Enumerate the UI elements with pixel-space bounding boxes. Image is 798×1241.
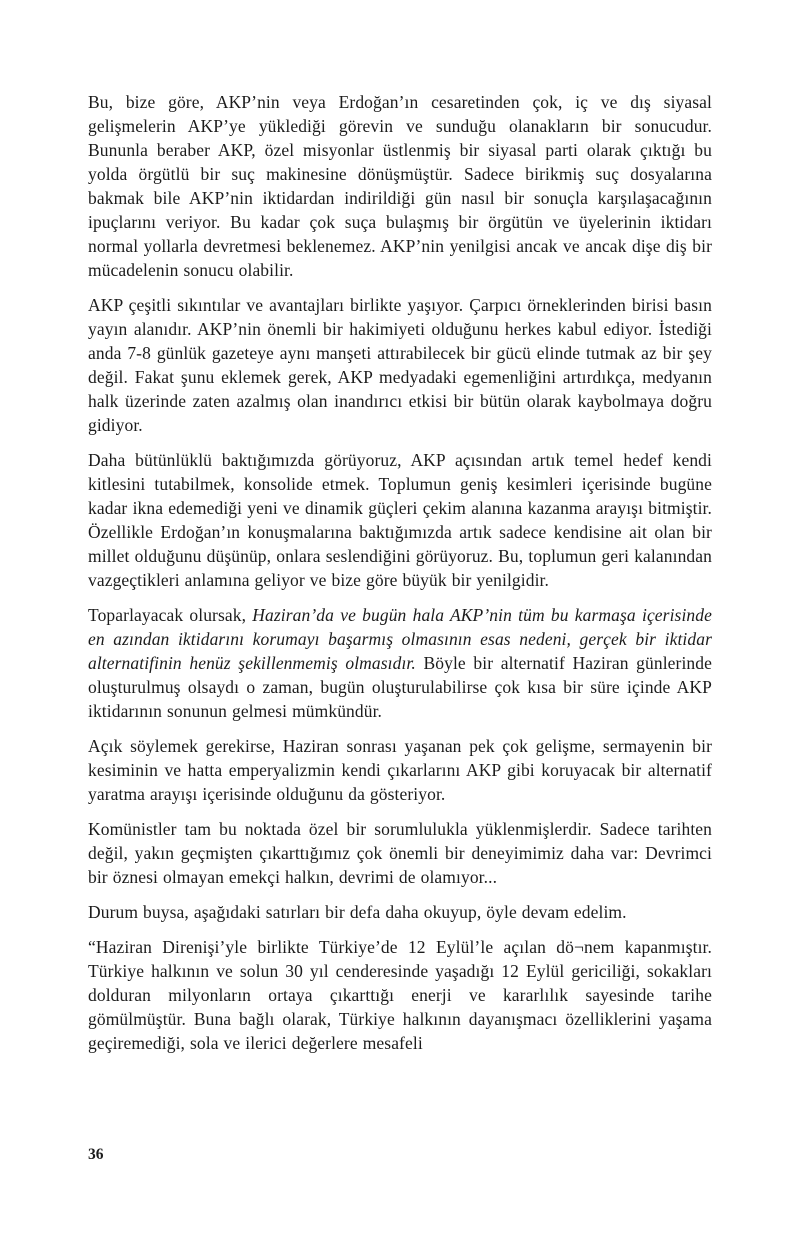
text-run: Açık söylemek gerekirse, Haziran sonrası yaşanan pek çok gelişme, sermayenin bir kesiminin ve hatta emperyalizmin kendi çıkarlarını AKP gibi koruyacak bir alternatif yaratma arayışı içerisinde olduğunu da gösteriyor. (88, 736, 712, 804)
body-text (88, 90, 712, 1055)
text-run: Bu, bize göre, AKP’nin veya Erdoğan’ın cesaretinden çok, iç ve dış siyasal gelişmelerin AKP’ye yüklediği görevin ve sunduğu olanakların bir sonucudur. Bununla beraber AKP, özel misyonlar üstlenmiş bir siyasal parti olarak çıktığı bu yolda örgütlü bir suç makinesine dönüşmüştür. Sadece birikmiş suç dosyalarına bakmak bile AKP’nin iktidardan indirildiği gün nasıl bir sonuçla karşılaşacağının ipuçlarını veriyor. Bu kadar çok suça bulaşmış bir örgütün ve üyelerinin iktidarı normal yollarla devretmesi beklenemez. AKP’nin yenilgisi ancak ve ancak dişe diş bir mücadelenin sonucu olabilir. (88, 92, 712, 280)
text-run: “Haziran Direnişi’yle birlikte Türkiye’de 12 Eylül’le açılan dö¬nem kapanmıştır. Türkiye halkının ve solun 30 yıl cenderesinde yaşadığı 12 Eylül gericiliği, sokakları dolduran milyonların ortaya çıkarttığı enerji ve kararlılık sayesinde tarihe gömülmüştür. Buna bağlı olarak, Türkiye halkının dayanışmacı özelliklerini yaşama geçiremediği, sola ve ilerici değerlere mesafeli (88, 937, 712, 1053)
text-run: Komünistler tam bu noktada özel bir sorumlulukla yüklenmişlerdir. Sadece tarihten değil, yakın geçmişten çıkarttığımız çok önemli bir deneyimimiz daha var: Devrimci bir öznesi olmayan emekçi halkın, devrimi de olamıyor... (88, 819, 712, 887)
paragraph (88, 293, 712, 437)
text-run: Durum buysa, aşağıdaki satırları bir defa daha okuyup, öyle devam edelim. (88, 902, 627, 922)
paragraph (88, 817, 712, 889)
page-number: 36 (88, 1146, 104, 1163)
paragraph (88, 734, 712, 806)
text-run: Toparlayacak olursak, (88, 605, 253, 625)
text-run: Daha bütünlüklü baktığımızda görüyoruz, AKP açısından artık temel hedef kendi kitlesini tutabilmek, konsolide etmek. Toplumun geniş kesimleri içerisinde bugüne kadar ikna edemediği yeni ve dinamik güçleri çekim alanına kazanma arayışı bitmiştir. Özellikle Erdoğan’ın konuşmalarına baktığımızda artık sadece kendisine ait olan bir millet olduğunu düşünüp, onlara seslendiğini görüyoruz. Bu, toplumun geri kalanından vazgeçtikleri anlamına geliyor ve bize göre büyük bir yenilgidir. (88, 450, 712, 590)
text-run: Böyle bir alternatif Haziran günlerinde oluşturulmuş olsaydı o zaman, bugün oluşturulabilirse çok kısa bir süre içinde AKP iktidarının sonunun gelmesi mümkündür. (88, 653, 712, 721)
paragraph (88, 935, 712, 1055)
paragraph (88, 90, 712, 282)
text-run: AKP çeşitli sıkıntılar ve avantajları birlikte yaşıyor. Çarpıcı örneklerinden birisi basın yayın alanıdır. AKP’nin önemli bir hakimiyeti olduğunu herkes kabul ediyor. İstediği anda 7-8 günlük gazeteye aynı manşeti attırabilecek bir gücü elinde tutmak az bir şey değil. Fakat şunu eklemek gerek, AKP medyadaki egemenliğini artırdıkça, medyanın halk üzerinde zaten azalmış olan inandırıcı etkisi bir bütün olarak kaybolmaya doğru gidiyor. (88, 295, 712, 435)
paragraph (88, 603, 712, 723)
paragraph (88, 900, 712, 924)
paragraph (88, 448, 712, 592)
italic-run: Haziran’da ve bugün hala AKP’nin tüm bu karmaşa içerisinde en azından iktidarını korumayı başarmış olmasının esas nedeni, gerçek bir iktidar alternatifinin henüz şekillenmemiş olmasıdır. (88, 605, 712, 673)
